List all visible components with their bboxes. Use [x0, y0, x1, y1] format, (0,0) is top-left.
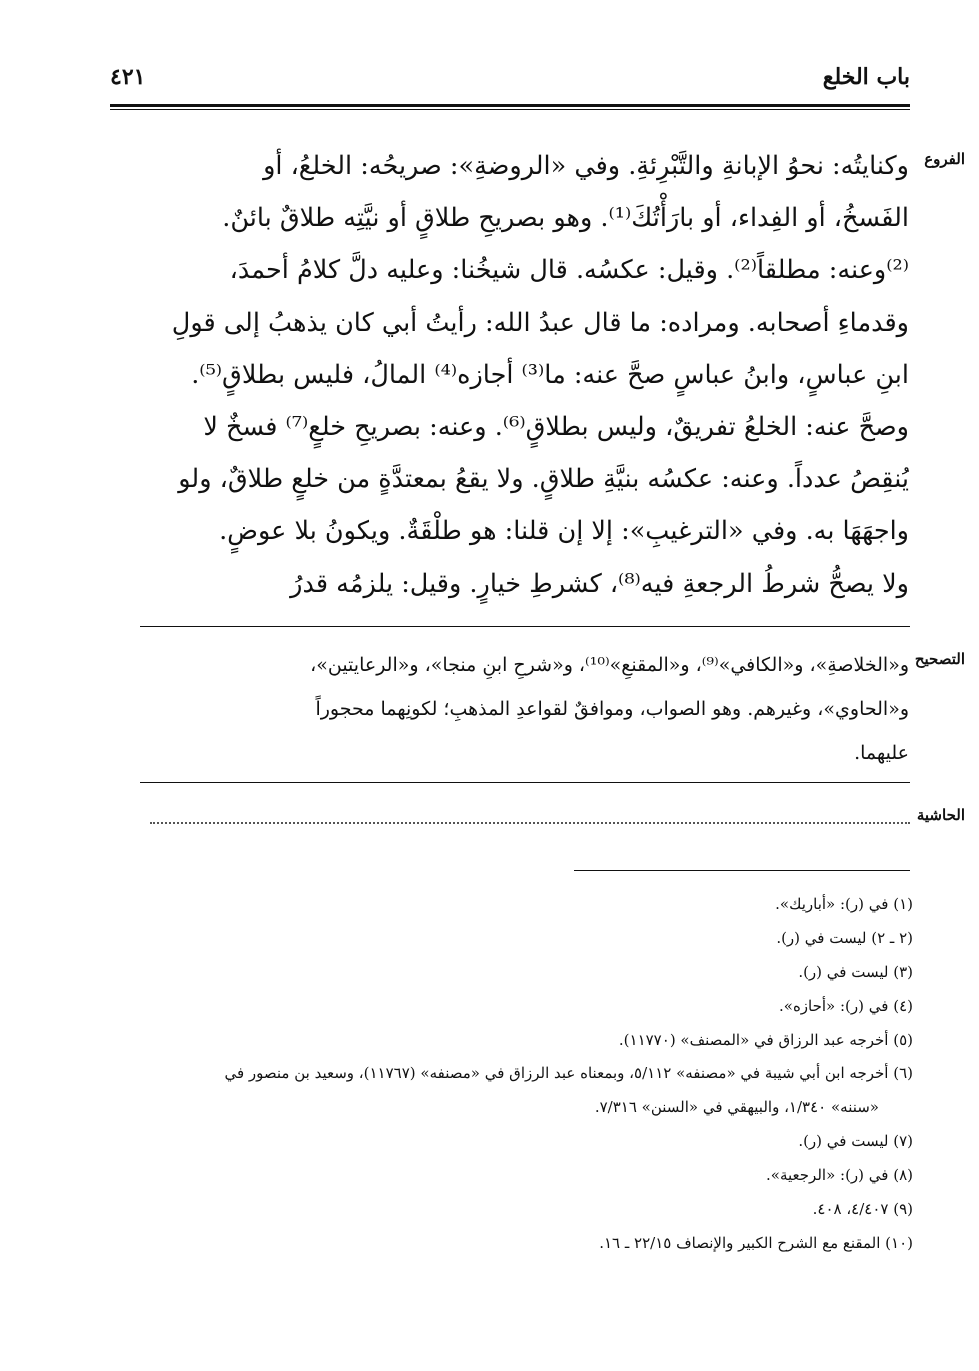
footnotes-block — [133, 888, 913, 1261]
footnote: (٢ ـ ٢) ليست في (ر). — [776, 928, 913, 947]
footnote: (٦) أخرجه ابن أبي شيبة في «مصنفه» ٥/١١٢، وبمعناه عبد الرزاق في «مصنفه» (١١٧٦٧)، وسعيد بن منصور في — [224, 1064, 913, 1083]
footnote: (١٠) المقنع مع الشرح الكبير والإنصاف ٢٢/١٥ ـ ١٦. — [599, 1233, 913, 1252]
header-rule-thin — [110, 109, 910, 110]
tashih-line: و«الخلاصةِ»، و«الكافي»⁽⁹⁾، و«المقنعِ»⁽¹⁰⁾، و«شرحِ ابنِ منجا»، و«الرعايتين»، — [310, 654, 909, 676]
footnote: (٧) ليست في (ر). — [798, 1132, 913, 1151]
main-line: ولا يصحُّ شرطُ الرجعةِ فيه⁽⁸⁾، كشرطِ خيارٍ. وقيل: يلزمُه قدرُ — [290, 568, 909, 599]
label-hashiya: الحاشية — [916, 806, 965, 824]
chapter-title: باب الخلع — [822, 64, 910, 90]
section-divider — [140, 782, 910, 783]
main-line: ابنِ عباسٍ، وابنُ عباسٍ صحَّ عنه: ما⁽³⁾ أجازه⁽⁴⁾ المالُ، فليس بطلاقٍ⁽⁵⁾. — [191, 359, 909, 390]
main-line: يُنقِصُ عدداً. وعنه: عكسُه بنيَّةِ طلاقٍ. ولا يقعُ بمعتدَّةٍ من خلعٍ طلاقٌ، ولو — [178, 464, 909, 495]
main-line: الفَسخُ، أو الفِداء، أو بارَأْتُكَ⁽¹⁾. وهو بصريحِ طلاقٍ أو نيَّتِه طلاقٌ بائنٌ. — [222, 203, 909, 234]
header-rule-thick — [110, 104, 910, 107]
page-number: ٤٢١ — [110, 64, 146, 90]
tashih-text-block — [139, 643, 909, 775]
main-text-block — [139, 140, 909, 610]
footnote: (٩) ٤/٤٠٧، ٤٠٨. — [812, 1200, 913, 1219]
main-line: ⁽²⁾وعنه: مطلقاً⁽²⁾. وقيل: عكسُه. قال شيخُنا: وعليه دلَّ كلامُ أحمدَ، — [229, 255, 909, 286]
footnote: (٣) ليست في (ر). — [798, 962, 913, 981]
tashih-line: و«الحاوي»، وغيرهم. وهو الصواب، وموافقٌ لقواعدِ المذهبِ؛ لكونِهما محجوراً — [315, 698, 909, 720]
section-divider — [140, 626, 910, 627]
footnote: (٥) أخرجه عبد الرزاق في «المصنف» (١١٧٧٠). — [618, 1030, 913, 1049]
footnote: (٨) في (ر): «الرجعية». — [766, 1166, 913, 1185]
label-tashih: التصحيح — [914, 650, 965, 668]
tashih-line: عليهما. — [854, 742, 909, 764]
main-line: واجهَهَا به. وفي «الترغيبِ»: إلا إن قلنا: هو طلْقَةٌ. ويكونُ بلا عوضٍ. — [219, 516, 909, 547]
label-furu: الفروع — [924, 150, 965, 168]
footnote-rule — [574, 870, 910, 871]
hashiya-dotted-line — [150, 822, 910, 824]
main-line: وقدماءِ أصحابه. ومراده: ما قال عبدُ الله: رأيتُ أبي كان يذهبُ إلى قولِ — [171, 307, 909, 338]
main-line: وكنايتُه: نحوُ الإبانةِ والتَّبْرِئةِ. وفي «الروضةِ»: صريحُه: الخلعُ، أو — [263, 151, 909, 181]
main-line: وصحَّ عنه: الخلعُ تفريقٌ، وليس بطلاقٍ⁽⁶⁾. وعنه: بصريحِ خلعٍ⁽⁷⁾ فسخٌ لا — [203, 411, 909, 442]
footnote: (١) في (ر): «أباريك». — [775, 895, 913, 913]
footnote: (٤) في (ر): «أحازه». — [779, 996, 913, 1015]
running-header — [110, 62, 910, 102]
footnote-continuation: «سننه» ١/٣٤٠، والبيهقي في «السنن» ٧/٣١٦. — [594, 1098, 879, 1117]
